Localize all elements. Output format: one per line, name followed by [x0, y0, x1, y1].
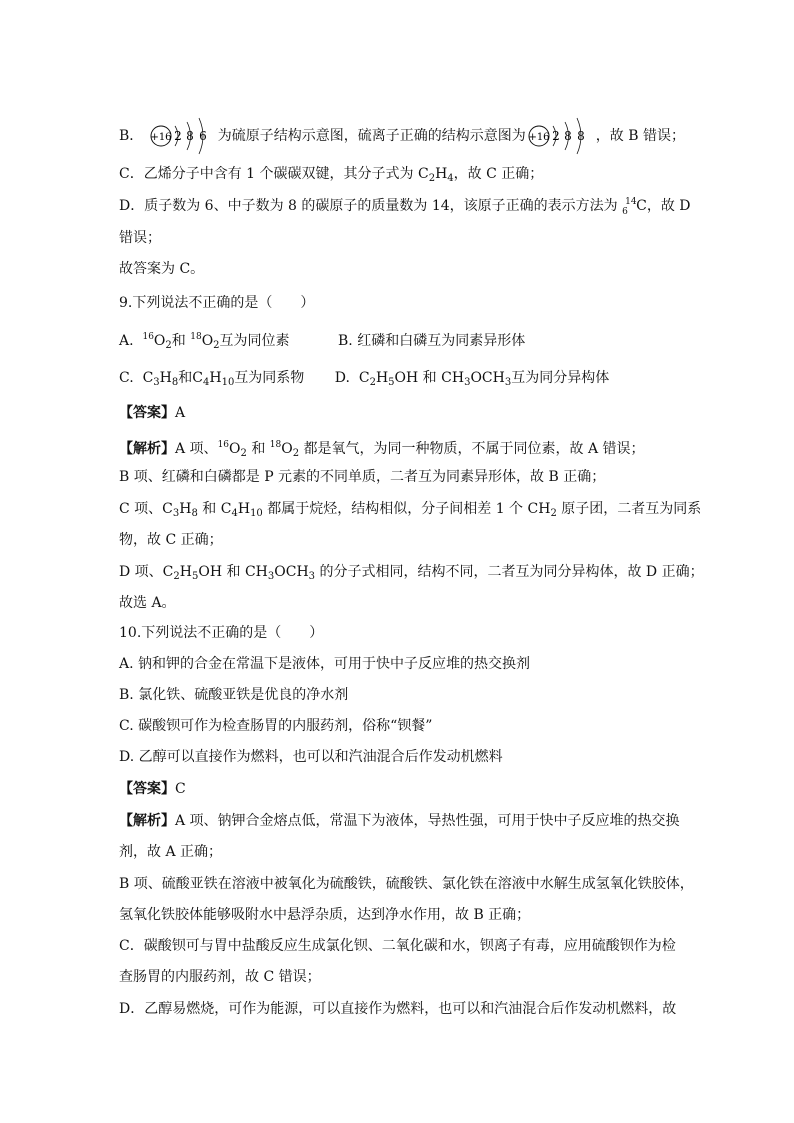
- question-10-option-c: C. 碳酸钡可作为检查肠胃的内服药剂，俗称“钡餐”: [119, 718, 433, 734]
- superscript: 16: [217, 440, 230, 450]
- text-segment: OH 和 CH: [394, 370, 465, 386]
- subscript: 3: [308, 571, 316, 582]
- text-segment: ，故 C 正确；: [453, 166, 544, 182]
- subscript: 3: [464, 377, 471, 388]
- superscript: 16: [142, 332, 154, 342]
- text-segment: 和 C: [197, 501, 232, 517]
- subscript: 2: [173, 571, 180, 582]
- text-segment: 和: [246, 441, 270, 457]
- text-line: 氢氧化铁胶体能够吸附水中悬浮杂质，达到净水作用，故 B 正确；: [119, 907, 531, 923]
- option-d: [335, 368, 609, 393]
- subscript: 5: [388, 377, 395, 388]
- subscript: 2: [165, 340, 172, 351]
- text-segment: H: [159, 370, 172, 386]
- text-segment: 都属于烷烃，结构相似，分子间相差 1 个 CH: [262, 501, 551, 517]
- text-segment: 的分子式相同，结构不同，二者互为同分异构体，故 D 正确；: [315, 564, 704, 580]
- question-9-stem: 9.下列说法不正确的是（ ）: [119, 295, 315, 311]
- answer-value: C: [175, 781, 186, 797]
- subscript: 4: [447, 173, 454, 184]
- subscript: 2: [213, 340, 220, 351]
- text-segment: H: [435, 166, 448, 182]
- subscript: 6: [622, 207, 628, 217]
- answer-line: 故答案为 C。: [119, 261, 205, 277]
- question-9-conclusion: 故选 A。: [119, 595, 176, 611]
- question-9-explanation-a: [119, 435, 645, 464]
- text-segment: O: [201, 333, 214, 349]
- answer-tag: 【答案】: [119, 781, 175, 797]
- text-segment: C．乙烯分子中含有 1 个碳碳双键，其分子式为 C: [119, 166, 429, 182]
- question-10-explanation-a: [119, 811, 680, 831]
- text-segment: 互为同分异构体: [511, 370, 610, 386]
- text-line: 剂，故 A 正确；: [119, 844, 223, 860]
- superscript: 18: [190, 332, 202, 342]
- text-segment: O: [153, 333, 166, 349]
- question-10-answer: [119, 779, 186, 799]
- question-9-options-ab: [119, 327, 525, 356]
- text-segment: H: [179, 564, 192, 580]
- text-segment: 都是氧气，为同一种物质，不属于同位素，故 A 错误；: [299, 441, 645, 457]
- subscript: 2: [550, 508, 557, 519]
- question-10-option-a: A. 钠和钾的合金在常温下是液体，可用于快中子反应堆的热交换剂: [119, 656, 531, 672]
- subscript: 3: [267, 571, 275, 582]
- text-segment: OH 和 CH: [198, 564, 268, 580]
- answer-tag: 【答案】: [119, 405, 175, 421]
- option-d-explanation: [119, 196, 691, 216]
- subscript: 2: [240, 448, 247, 459]
- answer-value: A: [175, 405, 186, 421]
- text-line: 物，故 C 正确；: [119, 532, 223, 548]
- text-segment: A 项、: [175, 441, 218, 457]
- subscript: 3: [504, 377, 512, 388]
- question-9-explanation-b: B 项、红磷和白磷都是 P 元素的不同单质，二者互为同素异形体，故 B 正确；: [119, 469, 606, 485]
- text-line: 错误；: [119, 230, 161, 246]
- superscript: 18: [269, 440, 282, 450]
- question-10-explanation-b: B 项、硫酸亚铁在溶液中被氧化为硫酸铁，硫酸铁、氯化铁在溶液中水解生成氢氧化铁胶体，: [119, 876, 694, 892]
- text-segment: 互为同系物: [234, 370, 305, 386]
- option-b: B. 红磷和白磷互为同素异形体: [338, 333, 526, 349]
- shell-3-count: 6: [198, 129, 207, 143]
- text-segment: H: [375, 370, 389, 386]
- question-10-stem: 10.下列说法不正确的是（ ）: [119, 625, 324, 641]
- text-segment: 为硫原子结构示意图，硫离子正确的结构示意图为: [217, 128, 526, 144]
- text-segment: O: [281, 441, 293, 457]
- superscript: 14: [625, 197, 637, 207]
- subscript: 8: [171, 377, 179, 388]
- text-segment: H: [237, 501, 251, 517]
- nucleus-label: +16: [150, 132, 172, 143]
- text-segment: C: [142, 370, 154, 386]
- text-line: 查肠胃的内服药剂，故 C 错误；: [119, 969, 321, 985]
- option-c: [119, 370, 304, 386]
- text-segment: 原子团，二者互为同系: [556, 501, 702, 517]
- subscript: 5: [191, 571, 199, 582]
- question-9-answer: [119, 403, 185, 423]
- option-c-explanation: [119, 164, 543, 189]
- text-segment: OCH: [274, 564, 309, 580]
- question-10-explanation-c: C．碳酸钡可与胃中盐酸反应生成氯化钡、二氧化碳和水，钡离子有毒，应用硫酸钡作为检: [119, 938, 676, 954]
- subscript: 4: [202, 377, 210, 388]
- sulfide-ion-diagram: [526, 116, 596, 156]
- subscript: 10: [221, 377, 235, 388]
- question-10-option-b: B. 氯化铁、硫酸亚铁是优良的净水剂: [119, 687, 349, 703]
- option-label: D.: [334, 370, 350, 386]
- subscript: 2: [369, 377, 376, 388]
- question-9-explanation-c: [119, 499, 701, 524]
- question-10-option-d: D. 乙醇可以直接作为燃料，也可以和汽油混合后作发动机燃料: [119, 749, 503, 765]
- sulfur-atom-diagram: [148, 116, 218, 156]
- text-segment: 和: [178, 370, 193, 386]
- explanation-tag: 【解析】: [119, 813, 175, 829]
- question-9-explanation-d: [119, 562, 704, 587]
- shell-3-count: 8: [576, 129, 585, 143]
- text-segment: C: [358, 370, 370, 386]
- text-segment: C: [192, 370, 203, 386]
- text-segment: 和: [171, 333, 186, 349]
- shell-2-count: 8: [185, 129, 194, 143]
- subscript: 10: [250, 508, 263, 519]
- subscript: 8: [191, 508, 198, 519]
- subscript: 3: [172, 508, 180, 519]
- subscript: 3: [153, 377, 160, 388]
- explanation-tag: 【解析】: [119, 441, 175, 457]
- subscript: 2: [292, 448, 300, 459]
- question-10-explanation-d: D．乙醇易燃烧，可作为能源，可以直接作为燃料，也可以和汽油混合后作发动机燃料，故: [119, 1001, 677, 1017]
- text-segment: OCH: [470, 370, 505, 386]
- line-prefix: B．: [119, 128, 144, 144]
- option-label: C.: [119, 370, 134, 386]
- text-segment: H: [209, 370, 222, 386]
- text-segment: O: [229, 441, 241, 457]
- text-segment: D 项、C: [119, 564, 174, 580]
- option-label: A.: [119, 333, 134, 349]
- text-segment: C，故 D: [636, 198, 691, 214]
- text-segment: 互为同位素: [219, 333, 290, 349]
- question-9-options-cd: [119, 368, 609, 393]
- subscript: 4: [231, 508, 238, 519]
- text-segment: C 项、C: [119, 501, 173, 517]
- shell-1-count: 2: [173, 129, 182, 143]
- shell-2-count: 8: [563, 129, 572, 143]
- text-segment: D．质子数为 6、中子数为 8 的碳原子的质量数为 14，该原子正确的表示方法为: [119, 198, 623, 214]
- text-segment: H: [179, 501, 192, 517]
- shell-1-count: 2: [551, 129, 560, 143]
- option-b-explanation: [119, 116, 685, 156]
- text-segment: A 项、钠钾合金熔点低，常温下为液体，导热性强，可用于快中子反应堆的热交换: [175, 813, 680, 829]
- subscript: 2: [428, 173, 436, 184]
- nucleus-label: +16: [528, 132, 550, 143]
- option-a: [119, 333, 290, 349]
- text-segment: ，故 B 错误；: [595, 128, 685, 144]
- isotope-notation: [622, 196, 637, 217]
